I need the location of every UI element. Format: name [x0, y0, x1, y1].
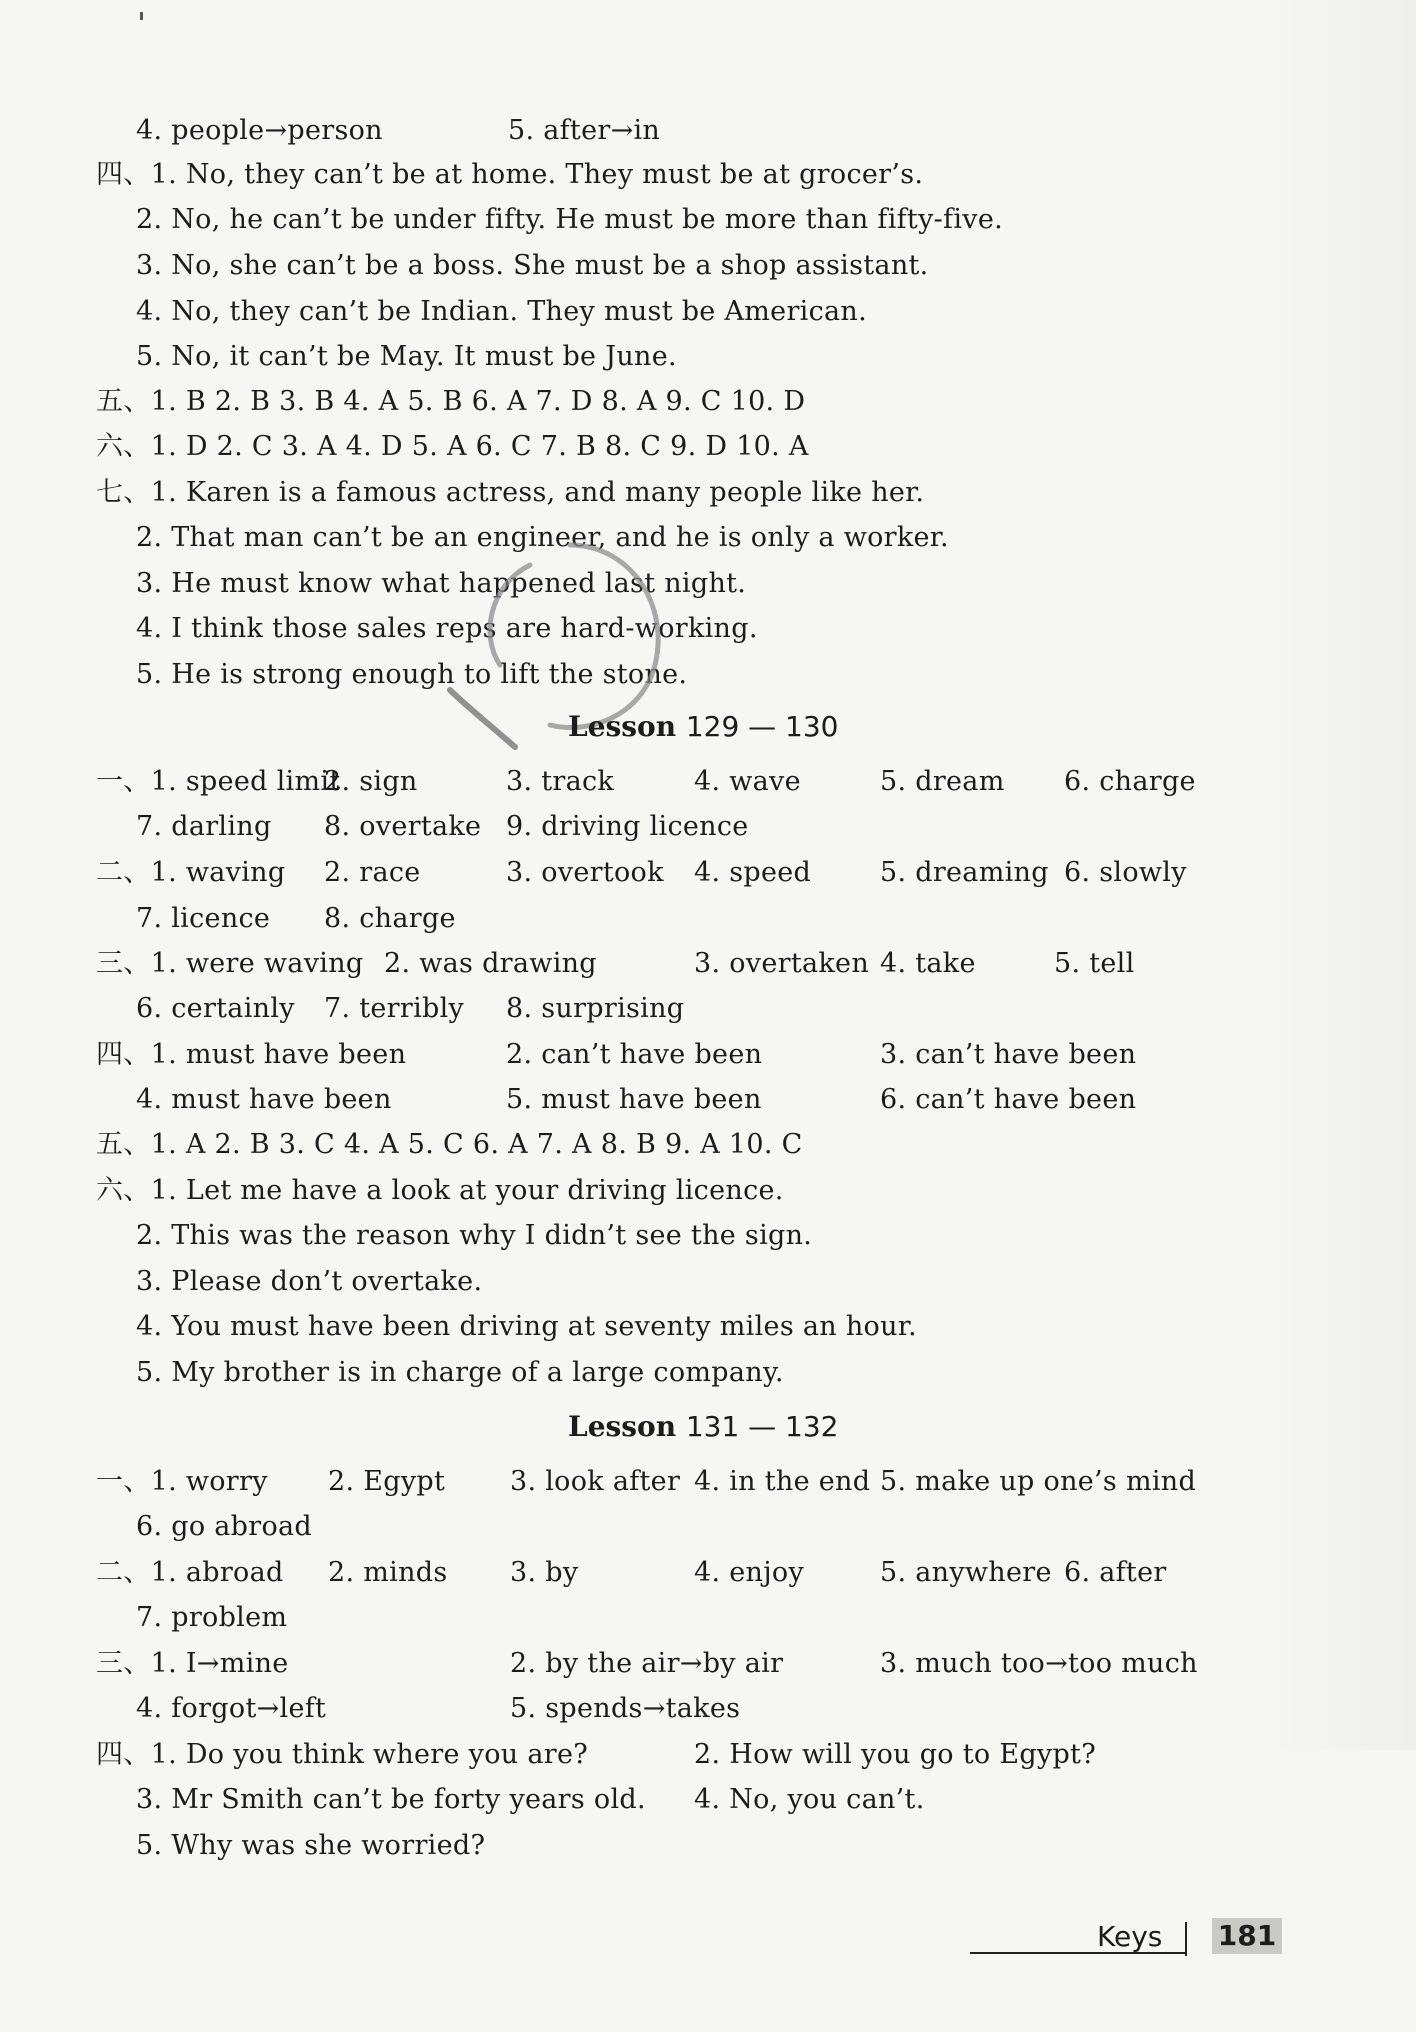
- answer: 5. dreaming: [880, 857, 1049, 888]
- answer: 5. tell: [1054, 948, 1135, 979]
- answer: 四、1. Do you think where you are?: [96, 1739, 589, 1770]
- page-number: 181: [1212, 1918, 1282, 1954]
- answer: 4. people→person: [136, 115, 383, 146]
- answer: 8. overtake: [324, 811, 482, 842]
- answer: 5. must have been: [506, 1084, 762, 1115]
- answer-line: 七、1. Karen is a famous actress, and many people like her.: [96, 477, 925, 508]
- answer-line: 3. He must know what happened last night.: [136, 568, 747, 599]
- answer: 4. enjoy: [694, 1557, 804, 1588]
- answer: 二、1. abroad: [96, 1557, 284, 1588]
- answer-line: 3. Please don’t overtake.: [136, 1266, 483, 1297]
- answer: 2. minds: [328, 1557, 448, 1588]
- answer: 5. anywhere: [880, 1557, 1052, 1588]
- answer: 4. wave: [694, 766, 801, 797]
- answer: 4. must have been: [136, 1084, 392, 1115]
- answer: 6. certainly: [136, 993, 295, 1024]
- answer: 3. by: [510, 1557, 579, 1588]
- answer: 6. slowly: [1064, 857, 1187, 888]
- answer: 一、1. speed limit: [96, 766, 341, 797]
- answer: 2. by the air→by air: [510, 1648, 784, 1679]
- answer: 二、1. waving: [96, 857, 286, 888]
- answer: 一、1. worry: [96, 1466, 268, 1497]
- answer: 3. look after: [510, 1466, 681, 1497]
- bleed-through-shadow: [1266, 0, 1416, 1750]
- answer: 7. licence: [136, 903, 271, 934]
- answer-line: 六、1. Let me have a look at your driving licence.: [96, 1175, 784, 1206]
- answer: 4. in the end: [694, 1466, 871, 1497]
- answer-line: 5. My brother is in charge of a large company.: [136, 1357, 784, 1388]
- answer-line: 2. This was the reason why I didn’t see the sign.: [136, 1220, 813, 1251]
- answer: 6. charge: [1064, 766, 1196, 797]
- answer: 4. No, you can’t.: [694, 1784, 925, 1815]
- lesson-heading: [568, 1410, 839, 1443]
- answer: 三、1. were waving: [96, 948, 364, 979]
- answer: 5. Why was she worried?: [136, 1830, 486, 1861]
- answer-line: 五、1. A 2. B 3. C 4. A 5. C 6. A 7. A 8. B 9. A 10. C: [96, 1129, 803, 1160]
- lesson-title: Lesson: [568, 710, 677, 743]
- answer-line: 5. No, it can’t be May. It must be June.: [136, 341, 677, 372]
- answer: 2. race: [324, 857, 421, 888]
- answer: 2. can’t have been: [506, 1039, 763, 1070]
- answer-line: 2. No, he can’t be under fifty. He must be more than fifty-five.: [136, 204, 1003, 235]
- answer: 2. was drawing: [384, 948, 597, 979]
- answer-line: 4. You must have been driving at seventy miles an hour.: [136, 1311, 917, 1342]
- lesson-heading: [568, 710, 839, 743]
- lesson-title: Lesson: [568, 1410, 677, 1443]
- answer: 7. darling: [136, 811, 272, 842]
- answer-line: 4. I think those sales reps are hard-working.: [136, 613, 758, 644]
- footer-divider: [1185, 1922, 1187, 1956]
- lesson-range: 129 — 130: [685, 710, 839, 743]
- answer: 2. sign: [324, 766, 418, 797]
- answer-line: 4. No, they can’t be Indian. They must be American.: [136, 296, 867, 327]
- answer: 3. track: [506, 766, 615, 797]
- answer: 3. much too→too much: [880, 1648, 1198, 1679]
- answer: 2. Egypt: [328, 1466, 446, 1497]
- answer: 7. terribly: [324, 993, 465, 1024]
- answer: 三、1. I→mine: [96, 1648, 289, 1679]
- answer: 5. after→in: [508, 115, 661, 146]
- answer: 4. speed: [694, 857, 812, 888]
- answer: 四、1. must have been: [96, 1039, 407, 1070]
- lesson-range: 131 — 132: [685, 1410, 839, 1443]
- answer: 3. Mr Smith can’t be forty years old.: [136, 1784, 646, 1815]
- answer: 3. overtook: [506, 857, 664, 888]
- answer: 4. take: [880, 948, 976, 979]
- answer: 8. charge: [324, 903, 456, 934]
- answer: 3. can’t have been: [880, 1039, 1137, 1070]
- answer: 5. dream: [880, 766, 1005, 797]
- answer-line: 3. No, she can’t be a boss. She must be a shop assistant.: [136, 250, 929, 281]
- answer: 3. overtaken: [694, 948, 870, 979]
- answer: 2. How will you go to Egypt?: [694, 1739, 1096, 1770]
- answer: 5. spends→takes: [510, 1693, 741, 1724]
- answer: 5. make up one’s mind: [880, 1466, 1197, 1497]
- answer-line: 5. He is strong enough to lift the stone.: [136, 659, 688, 690]
- answer: 4. forgot→left: [136, 1693, 327, 1724]
- answer: 9. driving licence: [506, 811, 749, 842]
- footer-section-label: Keys: [1097, 1920, 1163, 1953]
- ink-speck: [140, 12, 143, 20]
- answer: 8. surprising: [506, 993, 685, 1024]
- answer-line: 2. That man can’t be an engineer, and he is only a worker.: [136, 522, 949, 553]
- answer-line: 五、1. B 2. B 3. B 4. A 5. B 6. A 7. D 8. A 9. C 10. D: [96, 386, 806, 417]
- answer-line: 四、1. No, they can’t be at home. They must be at grocer’s.: [96, 159, 924, 190]
- answer: 6. go abroad: [136, 1511, 312, 1542]
- answer-line: 六、1. D 2. C 3. A 4. D 5. A 6. C 7. B 8. C 9. D 10. A: [96, 431, 809, 462]
- answer: 6. can’t have been: [880, 1084, 1137, 1115]
- answer: 7. problem: [136, 1602, 288, 1633]
- answer: 6. after: [1064, 1557, 1167, 1588]
